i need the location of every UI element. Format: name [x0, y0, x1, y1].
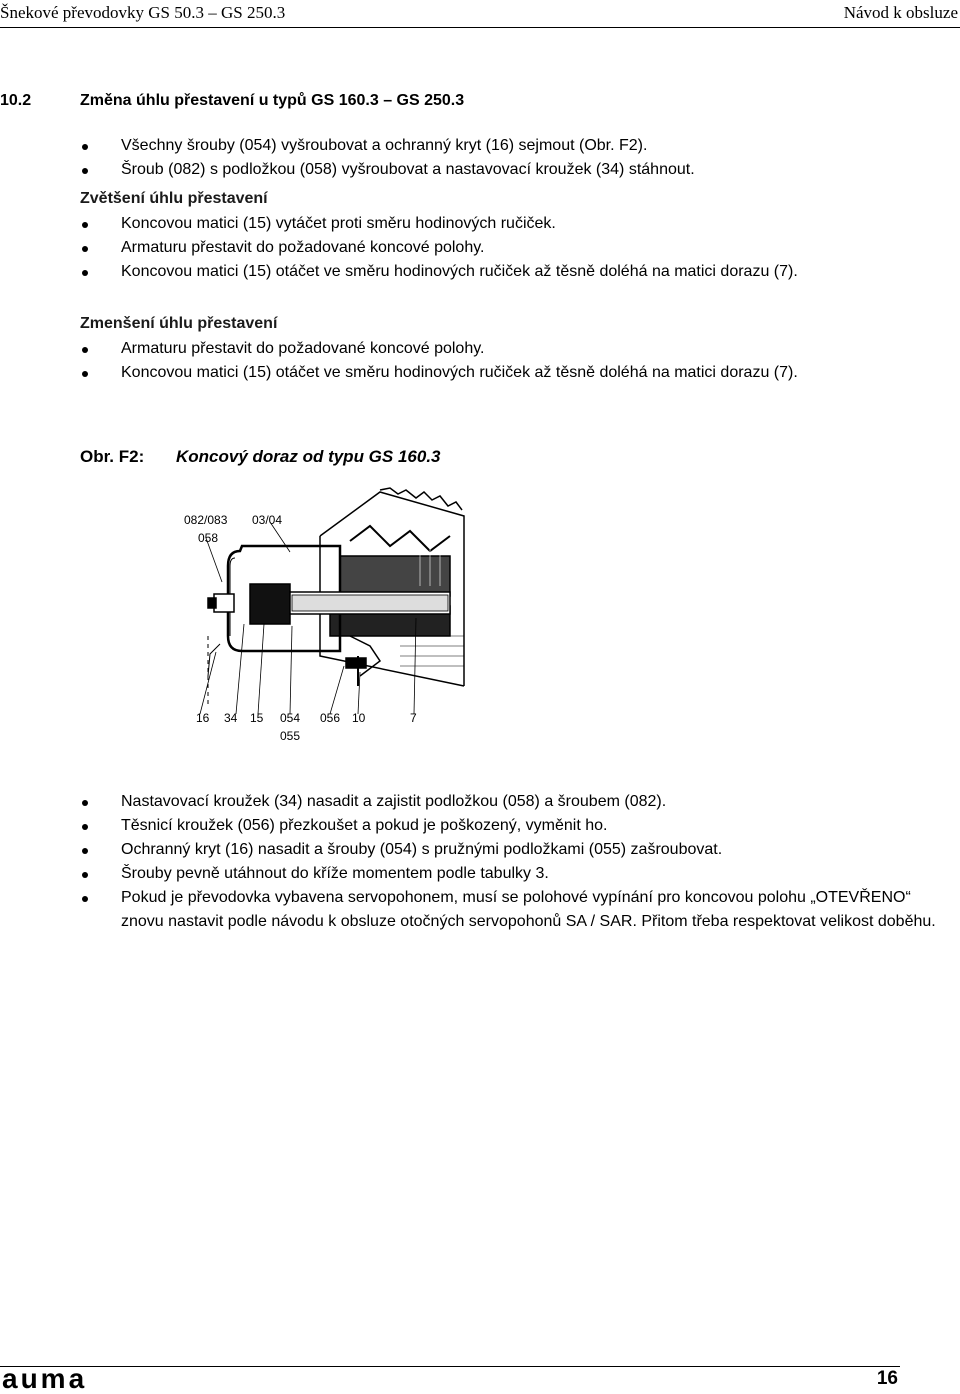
- bullet-icon: [82, 800, 88, 806]
- document-header-title: Šnekové převodovky GS 50.3 – GS 250.3: [0, 3, 286, 22]
- list-item: [0, 134, 695, 158]
- list-item: [0, 838, 960, 862]
- list-item: [0, 790, 960, 814]
- callout-label: 054: [280, 711, 301, 725]
- list-item: [0, 862, 960, 886]
- bullet-icon: [82, 246, 88, 252]
- bullet-icon: [82, 347, 88, 353]
- step-text: Pokud je převodovka vybavena servopohonem, musí se polohové vypínání pro koncovou polohu „OTEVŘENO“ znovu nastavit podle návodu k obsluze otočných servopohonů SA / SAR. Přitom třeba respektovat velikost doběhu.: [121, 889, 936, 930]
- document-header-type: Návod k obsluze: [843, 3, 958, 22]
- section-heading: [0, 92, 464, 110]
- callout-label: 082/083: [184, 513, 228, 527]
- bullet-icon: [82, 848, 88, 854]
- section-number: 10.2: [0, 92, 32, 109]
- step-text: Všechny šrouby (054) vyšroubovat a ochranný kryt (16) sejmout (Obr. F2).: [121, 137, 648, 154]
- step-text: Armaturu přestavit do požadované koncové polohy.: [121, 340, 485, 357]
- decrease-heading: Zmenšení úhlu přestavení: [80, 315, 278, 332]
- bullet-icon: [82, 872, 88, 878]
- callout-label: 34: [224, 711, 238, 725]
- list-item: [0, 337, 798, 361]
- step-text: Šroub (082) s podložkou (058) vyšroubovat a nastavovací kroužek (34) stáhnout.: [121, 161, 695, 178]
- end-stop-drawing: [180, 486, 470, 746]
- bullet-icon: [82, 896, 88, 902]
- section-title: Změna úhlu přestavení u typů GS 160.3 – GS 250.3: [80, 92, 465, 109]
- bullet-icon: [82, 144, 88, 150]
- callout-label: 058: [198, 531, 219, 545]
- figure-title: Koncový doraz od typu GS 160.3: [176, 447, 441, 466]
- list-item: [0, 886, 960, 934]
- list-item: [0, 236, 798, 260]
- step-text: Koncovou matici (15) vytáčet proti směru hodinových ručiček.: [121, 215, 556, 232]
- callout-label: 056: [320, 711, 341, 725]
- step-text: Ochranný kryt (16) nasadit a šrouby (054) s pružnými podložkami (055) zašroubovat.: [121, 841, 723, 858]
- bullet-icon: [82, 222, 88, 228]
- callout-label: 7: [410, 711, 417, 725]
- footer-divider: [0, 1366, 900, 1367]
- bullet-icon: [82, 168, 88, 174]
- intro-steps-list: [0, 134, 695, 182]
- list-item: [0, 814, 960, 838]
- list-item: [0, 260, 798, 284]
- callout-label: 03/04: [252, 513, 283, 527]
- step-text: Nastavovací kroužek (34) nasadit a zajistit podložkou (058) a šroubem (082).: [121, 793, 667, 810]
- header-divider: [0, 27, 960, 28]
- step-text: Armaturu přestavit do požadované koncové polohy.: [121, 239, 485, 256]
- figure-label: Obr. F2:: [80, 447, 145, 466]
- auma-logo: auma: [2, 1363, 88, 1394]
- increase-heading: Zvětšení úhlu přestavení: [80, 190, 268, 207]
- callout-label: 15: [250, 711, 264, 725]
- step-text: Šrouby pevně utáhnout do kříže momentem podle tabulky 3.: [121, 865, 549, 882]
- page-number: 16: [876, 1368, 898, 1389]
- step-text: Těsnicí kroužek (056) přezkoušet a pokud je poškozený, vyměnit ho.: [121, 817, 608, 834]
- list-item: [0, 212, 798, 236]
- bullet-icon: [82, 270, 88, 276]
- increase-steps-list: [0, 212, 798, 284]
- bullet-icon: [82, 371, 88, 377]
- callout-label: 055: [280, 729, 301, 743]
- callout-label: 10: [352, 711, 366, 725]
- gearbox-cross-section: [208, 488, 464, 706]
- list-item: [0, 361, 798, 385]
- callout-label: 16: [196, 711, 210, 725]
- step-text: Koncovou matici (15) otáčet ve směru hodinových ručiček až těsně doléhá na matici dorazu (7).: [121, 364, 798, 381]
- final-steps-list: [0, 790, 960, 934]
- list-item: [0, 158, 695, 182]
- figure-caption: [80, 447, 441, 467]
- step-text: Koncovou matici (15) otáčet ve směru hodinových ručiček až těsně doléhá na matici dorazu (7).: [121, 263, 798, 280]
- decrease-steps-list: [0, 337, 798, 385]
- bullet-icon: [82, 824, 88, 830]
